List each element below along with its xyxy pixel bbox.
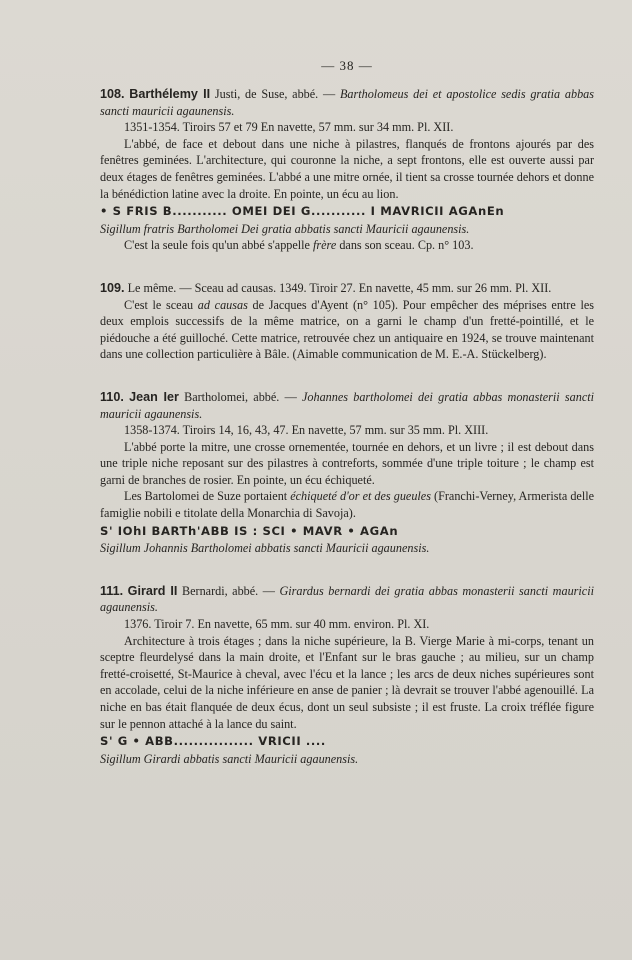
arms-emphasis: échiqueté d'or et des gueules (290, 489, 431, 504)
entry-latin-legend: Bartholomeus dei et apostolice sedis gratia abbas sancti mauricii agaunensis. (100, 87, 595, 118)
catalog-entry-110 (100, 389, 594, 557)
entry-note (100, 237, 594, 254)
legend-translation: Sigillum fratris Bartholomei Dei gratia abbatis sancti Mauricii agaunensis. (100, 221, 470, 236)
desc-text-end: de Jacques d'Ayent (n° 105). Pour empêcher des méprises entre les deux emplois successifs de la même matrice, on a garni le champ d'un fretté-pointillé, et le piédouche a été guilloché. Cette matrice, retrouvée chez un antiquaire en 1924, se trouve maintenant dans une collection particulière à Bâle. (Aimable communication de M. E.-A. Stückelberg). (100, 297, 594, 362)
entry-heading (100, 583, 594, 616)
entry-description: Architecture à trois étages ; dans la niche supérieure, la B. Vierge Marie à mi-corps, tenant un sceptre fleurdelysé dans la main droite, et l'Enfant sur le bras gauche ; au milieu, sur un champ fretté-croisetté, St-Maurice à cheval, avec l'écu et la lance ; les arcs de deux niches supérieures sont en accolade, celui de la niche inférieure en anse de panier ; là devrait se trouver l'abbé agenouillé. La niche en bas était flanquée de deux écus, dont un seul subsiste ; il est fruste. La croix tréflée figure sur le pennon attaché à la lance du saint. (100, 633, 594, 731)
entry-name: Jean Ier (129, 389, 179, 404)
seal-legend: • S FRIS B........... OMEI DEI G........... I MAVRICII AGAnEn (100, 204, 505, 219)
entry-number: 108. (100, 87, 125, 101)
entry-description (100, 297, 594, 363)
legend-translation: Sigillum Girardi abbatis sancti Mauricii agaunensis. (100, 751, 359, 766)
entry-specs: 1351-1354. Tiroirs 57 et 79 En navette, 57 mm. sur 34 mm. Pl. XII. (124, 120, 454, 135)
entry-heading (100, 389, 594, 422)
entry-number: 109. (100, 280, 125, 295)
entry-heading (100, 280, 594, 297)
note-emphasis: frère (313, 238, 337, 253)
desc-emphasis: ad causas (197, 297, 248, 312)
entry-description: L'abbé porte la mitre, une crosse ornementée, tournée en dehors, et un livre ; il est debout dans une triple niche reposant sur des pilastres à contreforts, sommée d'une triple toiture ; le champ est garni de branches de rosier. En pointe, un écu échiqueté. (100, 439, 594, 487)
entry-heading (100, 86, 594, 119)
catalog-entry-111 (100, 583, 594, 768)
legend-translation: Sigillum Johannis Bartholomei abbatis sancti Mauricii agaunensis. (100, 541, 430, 556)
seal-legend: S' IOhI BARTh'ABB IS : SCI • MAVR • AGAn (100, 523, 399, 538)
page-number: — 38 — (321, 58, 373, 73)
seal-legend: S' G • ABB................ VRICII .... (100, 734, 326, 749)
entry-description: L'abbé, de face et debout dans une niche à pilastres, flanqués de frontons ajourés par des fenêtres geminées. L'architecture, qui couronne la niche, a sept frontons, elle est ouverte aussi par deux étages de fenêtres geminées. L'abbé a une mitre ornée, il tient sa crosse tournée dehors et donne la bénédiction latine avec la droite. En pointe, un écu au lion. (100, 136, 594, 201)
entry-name: Girard II (127, 583, 178, 598)
arms-text-end: (Franchi-Verney, Armerista delle famiglie nobili e titolate della Monarchia di Savoja). (100, 489, 594, 521)
catalog-entry-109 (100, 280, 594, 363)
entry-heading-rest: Bartholomei, abbé. — (178, 389, 302, 404)
entry-heading-rest: Justi, de Suse, abbé. — (210, 87, 340, 101)
entry-specs: 1358-1374. Tiroirs 14, 16, 43, 47. En navette, 57 mm. sur 35 mm. Pl. XIII. (124, 423, 489, 438)
arms-text: Les Bartolomei de Suze portaient (124, 489, 291, 504)
entry-heading-rest: Bernardi, abbé. — (177, 583, 280, 598)
entry-latin-legend: Johannes bartholomei dei gratia abbas monasterii sancti mauricii agaunensis. (100, 389, 595, 421)
catalog-entry-108 (100, 86, 594, 254)
entry-number: 111. (100, 583, 124, 598)
entry-specs: 1376. Tiroir 7. En navette, 65 mm. sur 40 mm. environ. Pl. XI. (124, 617, 430, 632)
entry-name: Barthélemy II (129, 87, 211, 101)
entry-arms (100, 488, 594, 521)
note-text: C'est la seule fois qu'un abbé s'appelle (124, 238, 314, 253)
entry-latin-legend: Girardus bernardi dei gratia abbas monasterii sancti mauricii agaunensis. (100, 583, 594, 615)
entry-heading-rest: Le même. — Sceau ad causas. 1349. Tiroir 27. En navette, 45 mm. sur 26 mm. Pl. XII. (124, 280, 552, 295)
note-text-end: dans son sceau. Cp. n° 103. (336, 238, 474, 253)
entry-number: 110. (100, 389, 124, 404)
desc-text: C'est le sceau (124, 297, 198, 312)
